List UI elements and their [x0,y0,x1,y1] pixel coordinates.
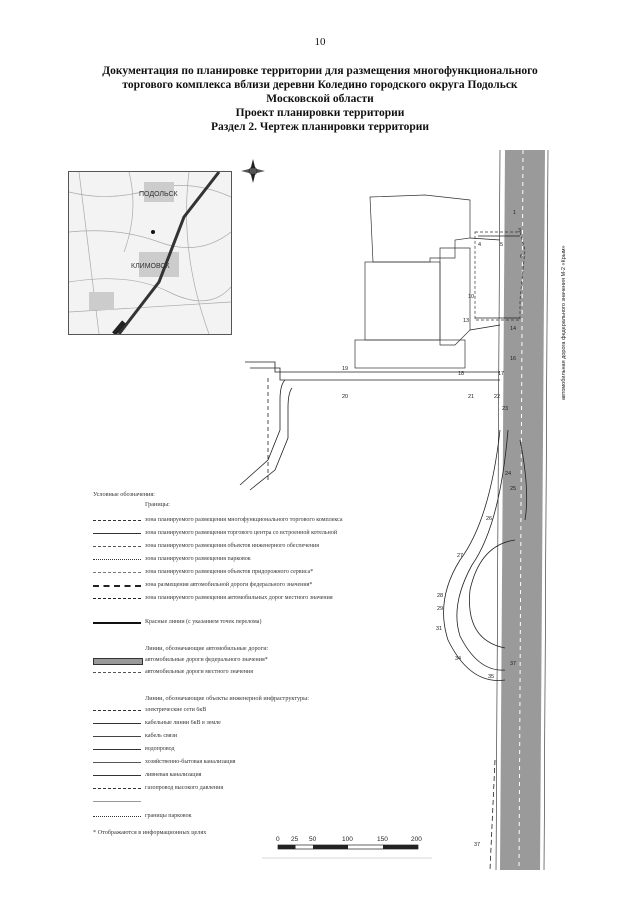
point-label: 14 [510,326,517,332]
title-line-3: Московской области [266,93,374,105]
point-label: 19 [342,366,349,372]
point-label: 5 [500,242,504,248]
legend-footnote: * Отображаются в информационных целях [93,829,207,836]
point-label: 16 [510,356,517,362]
legend-item: газопровод высокого давления [93,785,443,793]
legend-heading-borders: Границы: [145,501,170,508]
legend-item [93,798,443,806]
point-label: 3 [518,228,522,234]
scale-tick-150: 150 [377,836,388,843]
legend-heading-utilities: Линии, обозначающие объекты инженерной инфраструктуры: [145,695,310,702]
legend-item: ливневая канализация [93,772,443,780]
scale-tick-0: 0 [276,836,280,843]
scale-tick-100: 100 [342,836,353,843]
legend-item: кабель связи [93,733,443,741]
point-label: 26 [486,516,493,522]
page-number: 10 [314,36,326,48]
scale-tick-25: 25 [291,836,299,843]
legend-item: зона планируемого размещения торгового центра со встроенной котельной [93,530,443,538]
legend-item: электрические сети 6кВ [93,707,443,715]
point-label: 35 [488,674,495,680]
local-roads [240,236,520,490]
point-label: 37 [510,661,517,667]
legend-item: зона планируемого размещения объектов инженерного обеспечения [93,543,443,551]
title-line-2: торгового комплекса вблизи деревни Коледино городского округа Подольск [122,79,518,91]
legend-item: границы парковок [93,813,443,821]
point-label: 24 [505,471,512,477]
legend-item-red-lines: Красные линии (с указанием точек перелома) [93,619,443,627]
point-label: 29 [437,606,444,612]
point-label: 17 [498,371,505,377]
legend-item: автомобильные дороги местного значения [93,669,443,677]
point-label: 1 [513,210,517,216]
scale-tick-200: 200 [411,836,422,843]
scale-bar [262,836,432,858]
point-label: 21 [468,394,475,400]
title-line-4: Проект планировки территории [235,107,405,119]
point-label: 34 [455,656,462,662]
legend-item: зона планируемого размещения объектов придорожного сервиса* [93,569,443,577]
inset-label-podolsk: ПОДОЛЬСК [139,191,178,198]
point-label: 37 [474,842,481,848]
legend-title: Условные обозначения: [93,491,155,498]
legend-item: зона размещения автомобильной дороги федерального значения* [93,582,443,590]
point-label: 25 [510,486,517,492]
point-label: 18 [458,371,465,377]
point-label: 13 [463,318,470,324]
point-label: 27 [457,553,464,559]
legend-item: автомобильные дороги федерального значения* [93,657,443,665]
point-label: 4 [478,242,482,248]
point-label: 20 [342,394,349,400]
point-label: 31 [436,626,443,632]
legend-heading-roads: Линии, обозначающие автомобильные дороги: [145,645,269,652]
north-arrow-icon [241,159,265,183]
inset-label-klimovsk: КЛИМОВСК [131,263,170,270]
point-label: 10 [468,294,475,300]
point-label: 28 [437,593,444,599]
federal-road [496,150,567,870]
legend-item: кабельные линии 6кВ в земле [93,720,443,728]
point-label: 23 [502,406,509,412]
legend-item: зона планируемого размещения парковок [93,556,443,564]
scale-tick-50: 50 [309,836,317,843]
point-label: 22 [494,394,501,400]
legend-item: зона планируемого размещения автомобильных дорог местного значения [93,595,443,603]
legend-item: водопровод [93,746,443,754]
legend-item: хозяйственно-бытовая канализация [93,759,443,767]
point-label: 6 [520,254,524,260]
road-name-label: автомобильная дорога федерального значения М-2 «Крым» [561,245,567,400]
title-line-5: Раздел 2. Чертеж планировки территории [210,121,430,133]
title-line-1: Документация по планировке территории для размещения многофункционального [102,65,538,77]
legend-item: зона планируемого размещения многофункционального торгового комплекса [93,517,443,525]
